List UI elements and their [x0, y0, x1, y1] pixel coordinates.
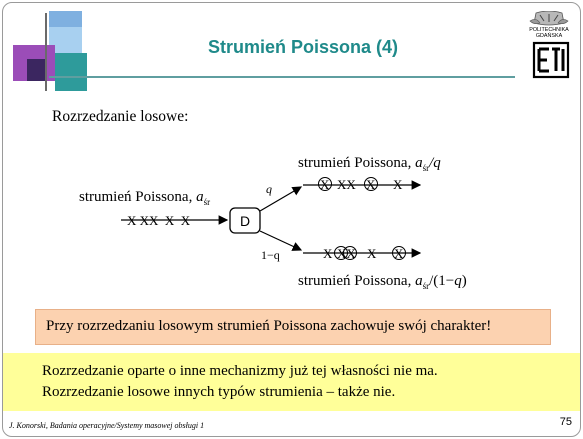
section-subtitle: Rozrzedzanie losowe:	[52, 108, 189, 125]
upper-event-mark: X	[320, 177, 330, 192]
upper-event-mark: XX	[337, 177, 356, 192]
lower-event-mark: XX	[337, 246, 356, 261]
highlight-note: Przy rozrzedzaniu losowym strumień Poissona zachowuje swój charakter!	[46, 318, 492, 334]
upper-event-mark: X	[366, 177, 376, 192]
note-box	[3, 353, 580, 411]
upper-probability: q	[266, 182, 272, 196]
input-event-marks: X XX X X	[127, 213, 191, 228]
highlight-note-box	[35, 309, 551, 345]
lower-event-mark: X	[394, 246, 404, 261]
lower-event-mark: X	[323, 246, 333, 261]
note-line: Rozrzedzanie losowe innych typów strumienia – także nie.	[42, 384, 396, 400]
lower-event-mark: X	[367, 246, 377, 261]
lower-stream-label: strumień Poissona, $a_{śr}/(1-q)$	[298, 273, 467, 291]
thinning-diagram	[3, 3, 580, 303]
input-stream-label: strumień Poissona, $a_{śr}$	[79, 189, 211, 207]
lower-probability: 1−q	[261, 248, 280, 262]
node-label: D	[239, 213, 251, 229]
page-title: Strumień Poissona (4)	[207, 37, 399, 57]
note-line: Rozrzedzanie oparte o inne mechanizmy już tej własności nie ma.	[42, 363, 438, 379]
logo-text: POLITECHNIKA	[529, 27, 569, 33]
footer-text: J. Konorski, Badania operacyjne/Systemy masowej obsługi 1	[9, 421, 205, 430]
page-number: 75	[559, 416, 572, 428]
slide	[2, 2, 581, 437]
upper-stream-label: strumień Poissona, $a_{śr}/q$	[298, 155, 441, 173]
upper-event-mark: X	[393, 177, 403, 192]
svg-text:GDAŃSKA: GDAŃSKA	[535, 33, 563, 39]
